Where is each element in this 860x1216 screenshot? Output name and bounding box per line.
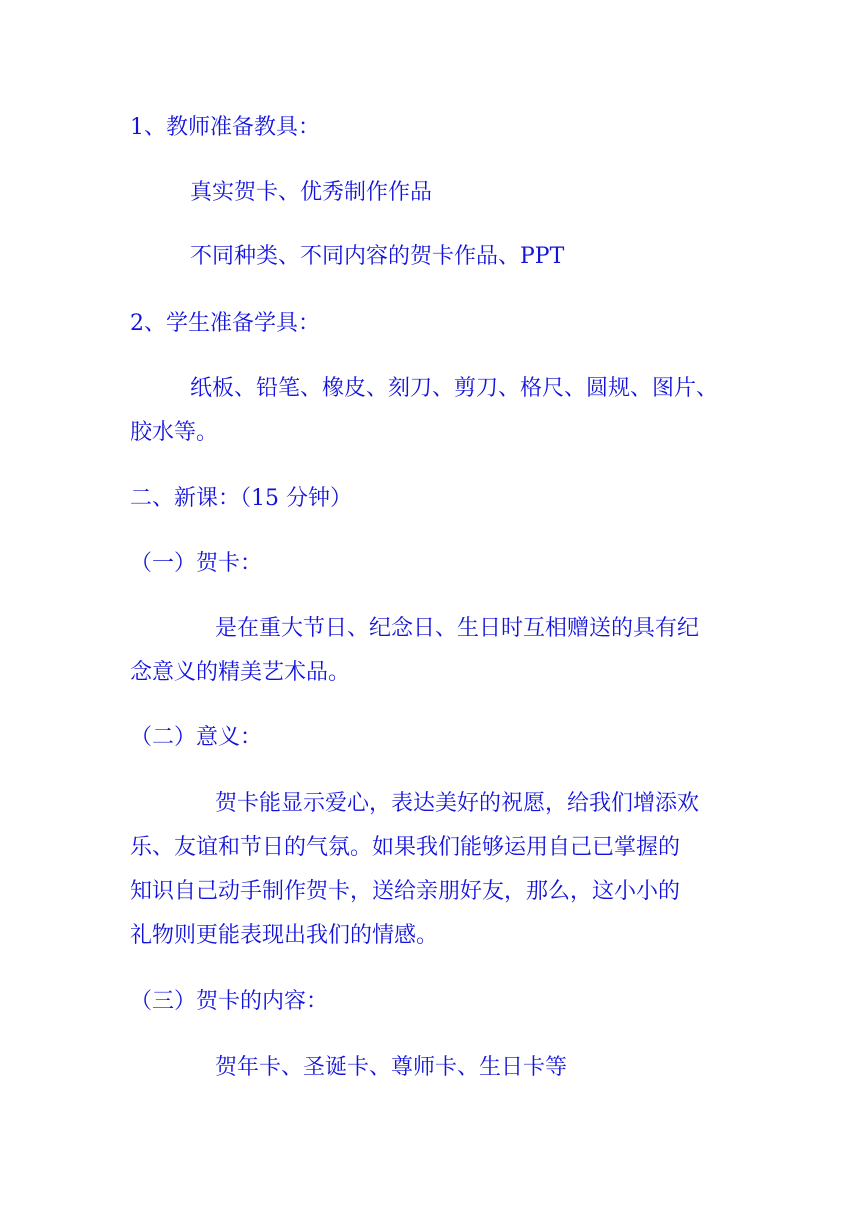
- body-text: 念意义的精美艺术品。: [130, 660, 351, 685]
- section-heading-student-prep: 2、学生准备学具：: [130, 311, 320, 336]
- body-text: 不同种类、不同内容的贺卡作品、PPT: [190, 244, 565, 269]
- subheading-greeting-card: （一）贺卡：: [130, 551, 263, 576]
- body-text: 是在重大节日、纪念日、生日时互相赠送的具有纪: [215, 616, 700, 641]
- subheading-card-content: （三）贺卡的内容：: [130, 989, 329, 1014]
- body-text: 贺年卡、圣诞卡、尊师卡、生日卡等: [215, 1055, 568, 1080]
- body-text: 贺卡能显示爱心，表达美好的祝愿，给我们增添欢: [215, 791, 700, 816]
- body-text: 礼物则更能表现出我们的情感。: [130, 923, 439, 948]
- body-text: 真实贺卡、优秀制作作品: [190, 180, 433, 205]
- body-text: 胶水等。: [130, 420, 219, 445]
- subheading-meaning: （二）意义：: [130, 725, 263, 750]
- section-heading-teacher-prep: 1、教师准备教具：: [130, 115, 320, 140]
- section-heading-new-lesson: 二、新课：（15 分钟）: [130, 486, 352, 511]
- body-text: 知识自己动手制作贺卡，送给亲朋好友，那么，这小小的: [130, 879, 681, 904]
- body-text: 纸板、铅笔、橡皮、刻刀、剪刀、格尺、圆规、图片、: [190, 376, 719, 401]
- body-text: 乐、友谊和节日的气氛。如果我们能够运用自己已掌握的: [130, 835, 681, 860]
